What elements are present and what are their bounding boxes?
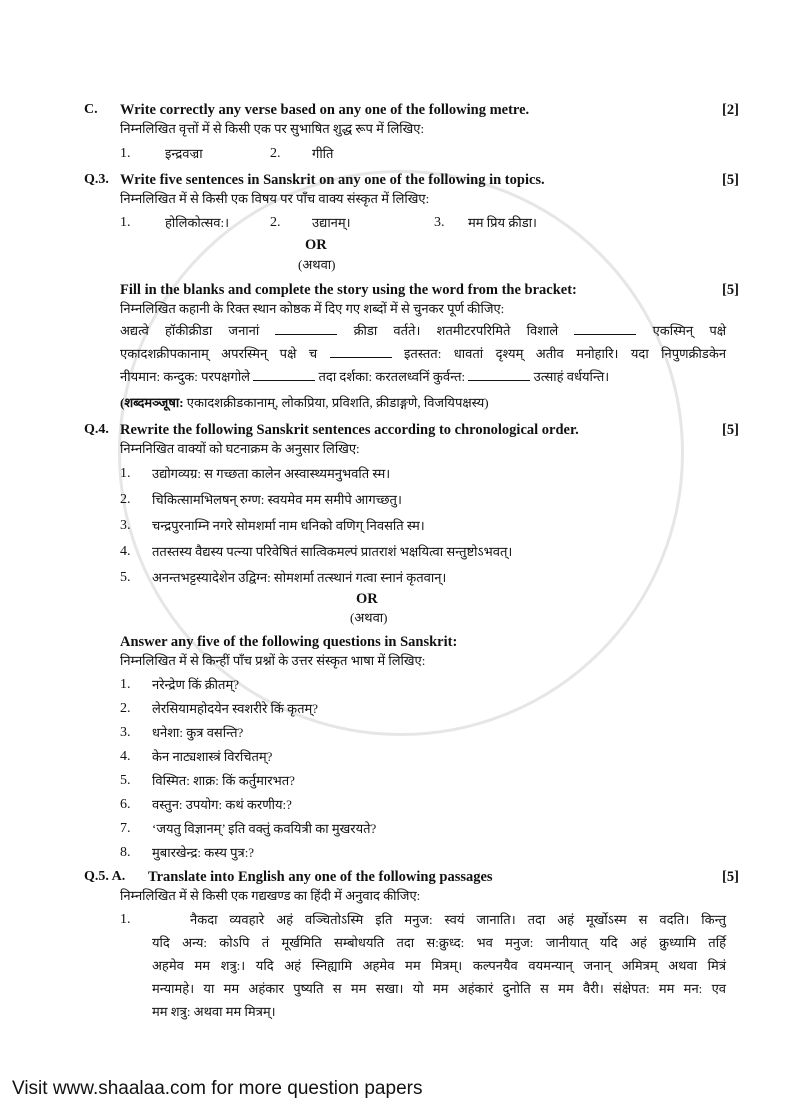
list-item: ‘जयतु विज्ञानम्’ इति वक्तुं कवयित्री का मुखरयते? — [152, 821, 377, 836]
question-label: Q.5. A. — [84, 869, 126, 884]
item-number: 6. — [120, 797, 131, 812]
item-number: 4. — [120, 544, 131, 559]
item-number: 3. — [120, 725, 131, 740]
list-item: वस्तुन: उपयोग: कथं करणीय:? — [152, 797, 292, 812]
passage-line: यदि अन्य: कोऽपि तं मूर्खमिति सम्बोधयति तदा स:क्रुध्द: भव मनुज: जानीयात् यदि अहं क्रुध्यामि तर्हि — [152, 935, 726, 950]
marks: [2] — [722, 102, 739, 118]
question-hindi: निम्ननिखित वाक्यों को घटनाक्रम के अनुसार लिखिए: — [120, 441, 360, 456]
question-hindi: निम्नलिखित में से किसी एक गद्यखण्ड का हिंदी में अनुवाद कीजिए: — [120, 888, 421, 903]
question-hindi: निम्नलिखित वृत्तों में से किसी एक पर सुभाषित शुद्ध रूप में लिखिए: — [120, 121, 425, 136]
list-item: उद्योगव्यग्र: स गच्छता कालेन अस्वास्थ्यमनुभवति स्म। — [152, 466, 391, 481]
question-title: Write five sentences in Sanskrit on any one of the following in topics. — [120, 172, 545, 188]
list-item: ततस्तस्य वैद्यस्य पत्न्या परिवेषितं सात्विकमल्पं प्रातराशं भक्षयित्वा सन्तुष्टोऽभवत्। — [152, 544, 513, 559]
item-number: 4. — [120, 749, 131, 764]
question-label: C. — [84, 102, 98, 117]
list-item: उद्यानम्। — [312, 215, 351, 230]
blank — [253, 370, 315, 381]
list-item: चिकित्सामभिलषन् रुग्ण: स्वयमेव मम समीपे आगच्छतु। — [152, 492, 402, 507]
story-line: एकादशक्रीपकानाम् अपरस्मिन् पक्षे च इतस्तत: धावतां दृश्यम् अतीव मनोहारि। यदा निपुणक्रीडकेन — [120, 346, 727, 361]
marks: [5] — [722, 172, 739, 188]
item-number: 8. — [120, 845, 131, 860]
item-number: 3. — [434, 215, 445, 230]
question-label: Q.4. — [84, 422, 109, 437]
question-title: Rewrite the following Sanskrit sentences according to chronological order. — [120, 422, 579, 438]
list-item: गीति — [312, 146, 334, 161]
marks: [5] — [722, 282, 739, 298]
question-hindi: निम्नलिखित कहानी के रिक्त स्थान कोष्ठक में दिए गए शब्दों में से चुनकर पूर्ण कीजिए: — [120, 301, 505, 316]
item-number: 7. — [120, 821, 131, 836]
item-number: 1. — [120, 215, 131, 230]
passage-line: अहमेव मम शत्रु:। यदि अहं स्निह्यामि अहमेव मम मित्रम्। कल्पनयैव वयमन्यान् जनान् अमित्रम् अथवा मित्रं — [152, 958, 726, 973]
passage-line: नैकदा व्यवहारे अहं वञ्चितोऽस्मि इति मनुज: स्वयं जानाति। तदा अहं मूर्खोऽस्म स वदति। किन्तु — [190, 912, 726, 927]
item-number: 5. — [120, 773, 131, 788]
list-item: मम प्रिय क्रीडा। — [468, 215, 537, 230]
list-item: होलिकोत्सव:। — [165, 215, 230, 230]
question-title: Answer any five of the following questions in Sanskrit: — [120, 634, 458, 650]
list-item: केन नाट्यशास्त्रं विरचितम्? — [152, 749, 273, 764]
list-item: नरेन्द्रेण किं क्रीतम्? — [152, 677, 240, 692]
item-number: 2. — [120, 701, 131, 716]
item-number: 5. — [120, 570, 131, 585]
item-number: 2. — [120, 492, 131, 507]
or-label: OR — [305, 237, 327, 253]
or-label: OR — [356, 591, 378, 607]
list-item: इन्द्रवज्रा — [165, 146, 203, 161]
marks: [5] — [722, 869, 739, 885]
list-item: धनेशा: कुत्र वसन्ति? — [152, 725, 244, 740]
question-title: Translate into English any one of the following passages — [148, 869, 493, 885]
question-hindi: निम्नलिखित में से किसी एक विषय पर पाँच वाक्य संस्कृत में लिखिए: — [120, 191, 430, 206]
story-line: अद्यत्वे हॉकीक्रीडा जनानां क्रीडा वर्तते। शतमीटरपरिमिते विशाले एकस्मिन् पक्षे — [120, 323, 727, 338]
question-title: Write correctly any verse based on any one of the following metre. — [120, 102, 530, 118]
passage-line: मन्यामहे। या मम अहंकार पुष्यति स मम सखा। यो मम अहंकारं दुनोति स मम वैरी। संक्षेपत: मम मन: एव — [152, 981, 726, 996]
item-number: 1. — [120, 677, 131, 692]
list-item: लेरसियामहोदयेन स्वशरीरे किं कृतम्? — [152, 701, 319, 716]
footer-link[interactable]: Visit www.shaalaa.com for more question papers — [12, 1078, 423, 1099]
list-item: चन्द्रपुरनाम्नि नगरे सोमशर्मा नाम धनिको वणिग् निवसति स्म। — [152, 518, 425, 533]
list-item: विस्मित: शाक्र: किं कर्तुमारभत? — [152, 773, 295, 788]
blank — [574, 324, 636, 335]
question-hindi: निम्नलिखित में से किन्हीं पाँच प्रश्नों के उत्तर संस्कृत भाषा में लिखिए: — [120, 653, 426, 668]
story-line: नीयमान: कन्दुक: परपक्षगोले तदा दर्शका: करतलध्वनिं कुर्वन्त: उत्साहं वर्धयन्ति। — [120, 369, 610, 384]
item-number: 1. — [120, 912, 131, 927]
word-box: (शब्दमञ्जूषा: एकादशक्रीडकानाम्, लोकप्रिया, प्रविशति, क्रीडाङ्गणे, विजयिपक्षस्य) — [120, 395, 489, 410]
blank — [468, 370, 530, 381]
item-number: 3. — [120, 518, 131, 533]
item-number: 1. — [120, 146, 131, 161]
item-number: 1. — [120, 466, 131, 481]
blank — [330, 347, 392, 358]
blank — [275, 324, 337, 335]
list-item: मुबारखेन्द्र: कस्य पुत्र:? — [152, 845, 255, 860]
question-label: Q.3. — [84, 172, 109, 187]
passage-line: मम शत्रु: अथवा मम मित्रम्। — [152, 1004, 276, 1019]
list-item: अनन्तभट्टस्यादेशेन उद्विग्न: सोमशर्मा तत्स्थानं गत्वा स्नानं कृतवान्। — [152, 570, 447, 585]
or-hindi: (अथवा) — [298, 257, 336, 272]
marks: [5] — [722, 422, 739, 438]
or-hindi: (अथवा) — [350, 610, 388, 625]
item-number: 2. — [270, 215, 281, 230]
item-number: 2. — [270, 146, 281, 161]
question-title: Fill in the blanks and complete the story using the word from the bracket: — [120, 282, 577, 298]
